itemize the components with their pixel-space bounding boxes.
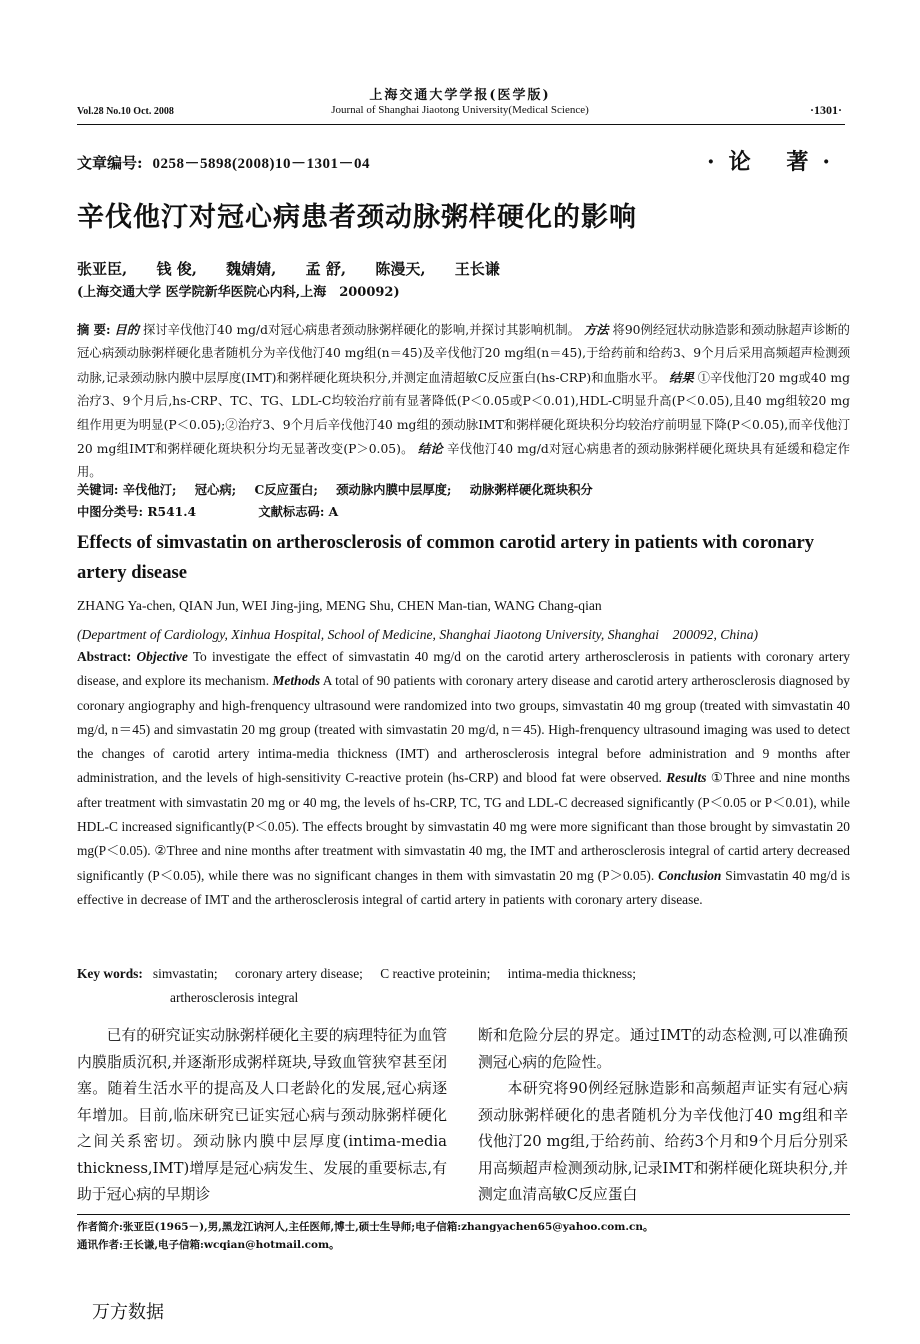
abstract-en-results-label: Results xyxy=(666,770,707,786)
author-cn: 陈漫天, xyxy=(375,260,426,278)
keywords-en-label: Key words: xyxy=(77,966,143,981)
article-title-cn: 辛伐他汀对冠心病患者颈动脉粥样硬化的影响 xyxy=(77,202,637,233)
keywords-cn xyxy=(77,480,593,498)
keyword-en: simvastatin; xyxy=(152,966,218,981)
classification-value: R541.4 xyxy=(147,504,197,519)
keyword-en: C reactive proteinin; xyxy=(380,966,491,981)
abstract-cn-label: 摘 要: xyxy=(77,322,111,337)
keyword-en: artherosclerosis integral xyxy=(170,990,299,1005)
keyword-cn: 动脉粥样硬化斑块积分 xyxy=(469,482,593,497)
classification xyxy=(77,502,338,520)
article-number-value: 0258－5898(2008)10－1301－04 xyxy=(152,156,371,172)
abstract-cn-objective: 探讨辛伐他汀40 mg/d对冠心病患者颈动脉粥样硬化的影响,并探讨其影响机制。 xyxy=(143,323,581,337)
author-cn: 张亚臣, xyxy=(77,260,128,278)
author-cn: 魏婧婧, xyxy=(226,260,277,278)
abstract-en-methods-label: Methods xyxy=(272,673,321,689)
footnote-rule xyxy=(77,1214,850,1215)
keywords-en xyxy=(77,962,850,1010)
footnote xyxy=(77,1218,850,1254)
authors-en: ZHANG Ya-chen, QIAN Jun, WEI Jing-jing, MENG Shu, CHEN Man-tian, WANG Chang-qian xyxy=(77,598,602,613)
journal-title-cn: 上海交通大学学报(医学版) xyxy=(369,88,551,103)
article-number-label: 文章编号: xyxy=(77,154,143,172)
body-column-left xyxy=(77,1023,447,1209)
doc-code-value: A xyxy=(328,504,339,519)
header-rule xyxy=(77,124,845,125)
keyword-cn: 颈动脉内膜中层厚度; xyxy=(336,482,452,497)
author-bio: 作者简介:张亚臣(1965－),男,黑龙江讷河人,主任医师,博士,硕士生导师;电子信箱:zhangyachen65@yahoo.com.cn。 xyxy=(77,1221,654,1233)
author-cn: 钱 俊, xyxy=(156,260,197,278)
classification-label: 中图分类号: xyxy=(77,504,144,519)
section-tag: ·论 著· xyxy=(707,149,844,175)
abstract-cn-methods: 将90例经冠状动脉造影和颈动脉超声诊断的冠心病颈动脉粥样硬化患者随机分为辛伐他汀40 mg组(n＝45)及辛伐他汀20 mg组(n＝45),于给药前和给药3、9个月后采用高频超声检测颈动脉,记录颈动脉内膜中层厚度(IMT)和粥样硬化斑块积分,并测定血清超敏C反应蛋白(hs-CRP)和血脂水平。 xyxy=(77,323,850,385)
corresponding-author: 通讯作者:王长谦,电子信箱:wcqian@hotmail.com。 xyxy=(77,1239,340,1251)
volume-info: Vol.28 No.10 Oct. 2008 xyxy=(77,106,174,117)
abstract-en-conclusion: Simvastatin 40 mg/d is effective in decrease of IMT and the artherosclerosis integral of cartid artery in patients with coronary artery disease. xyxy=(77,867,850,907)
abstract-cn-methods-label: 方法 xyxy=(583,322,609,337)
article-number xyxy=(77,152,370,173)
body-column-right xyxy=(478,1023,848,1209)
body-paragraph: 已有的研究证实动脉粥样硬化主要的病理特征为血管内膜脂质沉积,并逐渐形成粥样斑块,导致血管狭窄甚至闭塞。随着生活水平的提高及人口老龄化的发展,冠心病逐年增加。目前,临床研究已证实冠心病与颈动脉粥样硬化之间关系密切。颈动脉内膜中层厚度(intima-media thickness,IMT)增厚是冠心病发生、发展的重要标志,有助于冠心病的早期诊 xyxy=(77,1027,447,1203)
author-cn: 孟 舒, xyxy=(305,260,347,278)
keyword-cn: 冠心病; xyxy=(194,482,237,497)
abstract-en-objective: To investigate the effect of simvastatin 40 mg/d on the carotid artery artherosclerosis in patients with coronary artery disease, and explore its mechanism. xyxy=(77,649,850,689)
doc-code-label: 文献标志码: xyxy=(258,504,325,519)
abstract-cn-conclusion-label: 结论 xyxy=(417,441,443,457)
abstract-en-results: ①Three and nine months after treatment with simvastatin 20 mg or 40 mg, the levels of hs-CRP, TC, TG and LDL-C decreased significantly (P＜0.05 or P＜0.01), while HDL-C increased significantly(P＜0.05). The effects brought by simvastatin 40 mg were more significant than those brought by simvastatin 20 mg(P＜0.05). ②Three and nine months after treatment with simvastatin 40 mg, the IMT and artherosclerosis integral of cartid artery decreased significantly (P＜0.05), while there was no significant changes in them with simvastatin 20 mg (P＞0.05). xyxy=(77,770,850,883)
affiliation-cn: (上海交通大学 医学院新华医院心内科,上海 200092) xyxy=(77,285,400,300)
keywords-en-line xyxy=(77,962,850,986)
keyword-cn: 辛伐他汀; xyxy=(122,482,177,497)
abstract-cn-conclusion: 辛伐他汀40 mg/d对冠心病患者的颈动脉粥样硬化斑块具有延缓和稳定作用。 xyxy=(77,442,850,480)
keyword-en: coronary artery disease; xyxy=(234,966,363,981)
abstract-en-conclusion-label: Conclusion xyxy=(658,867,722,883)
abstract-cn xyxy=(77,318,850,485)
body-paragraph: 本研究将90例经冠脉造影和高频超声证实有冠心病颈动脉粥样硬化的患者随机分为辛伐他汀40 mg组和辛伐他汀20 mg组,于给药前、给药3个月和9个月后分别采用高频超声检测颈动脉,记录IMT和粥样硬化斑块积分,并测定血清高敏C反应蛋白 xyxy=(478,1080,848,1203)
keywords-cn-label: 关键词: xyxy=(77,482,119,497)
page-number: ·1301· xyxy=(809,103,842,117)
body-paragraph: 断和危险分层的界定。通过IMT的动态检测,可以准确预测冠心病的危险性。 xyxy=(478,1027,848,1071)
keyword-cn: C反应蛋白; xyxy=(254,482,318,497)
author-cn: 王长谦 xyxy=(454,260,500,278)
journal-title-en: Journal of Shanghai Jiaotong University(Medical Science) xyxy=(331,104,589,116)
authors-cn xyxy=(77,258,524,279)
abstract-cn-objective-label: 目的 xyxy=(114,322,140,337)
abstract-en-label: Abstract: xyxy=(77,649,132,664)
abstract-cn-results: ①辛伐他汀20 mg或40 mg治疗3、9个月后,hs-CRP、TC、TG、LDL-C均较治疗前有显著降低(P＜0.05或P＜0.01),HDL-C明显升高(P＜0.05),且40 mg组较20 mg组作用更为明显(P＜0.05);②治疗3、9个月后辛伐他汀40 mg组的颈动脉IMT和粥样硬化斑块积分均较治疗前明显下降(P＜0.05),而辛伐他汀20 mg组IMT和粥样硬化斑块积分均无显著改变(P＞0.05)。 xyxy=(77,370,851,457)
abstract-cn-results-label: 结果 xyxy=(669,369,694,385)
watermark: 万方数据 xyxy=(92,1302,164,1323)
article-title-en: Effects of simvastatin on artherosclerosis of common carotid artery in patients with coronary artery disease xyxy=(77,532,815,583)
abstract-en xyxy=(77,645,850,912)
affiliation-en: (Department of Cardiology, Xinhua Hospital, School of Medicine, Shanghai Jiaotong University, Shanghai 200092, China) xyxy=(77,627,759,642)
keyword-en: intima-media thickness; xyxy=(507,966,636,981)
abstract-en-objective-label: Objective xyxy=(136,649,188,664)
abstract-en-methods: A total of 90 patients with coronary artery disease and carotid artery artherosclerosis diagnosed by coronary angiography and high-frenquency ultrasound were randomized into two groups, simvastatin 40 mg group (treated with simvastatin 40 mg/d, n＝45) and simvastatin 20 mg group (treated with simvastatin 20 mg/d, n＝45). High-frenquency ultrasound imaging was used to detect the changes of carotid artery intima-media thickness (IMT) and artherosclerosis integral before administration and 9 months after administration, and the levels of high-sensitivity C-reactive protein (hs-CRP) and blood fat were observed. xyxy=(77,673,850,786)
